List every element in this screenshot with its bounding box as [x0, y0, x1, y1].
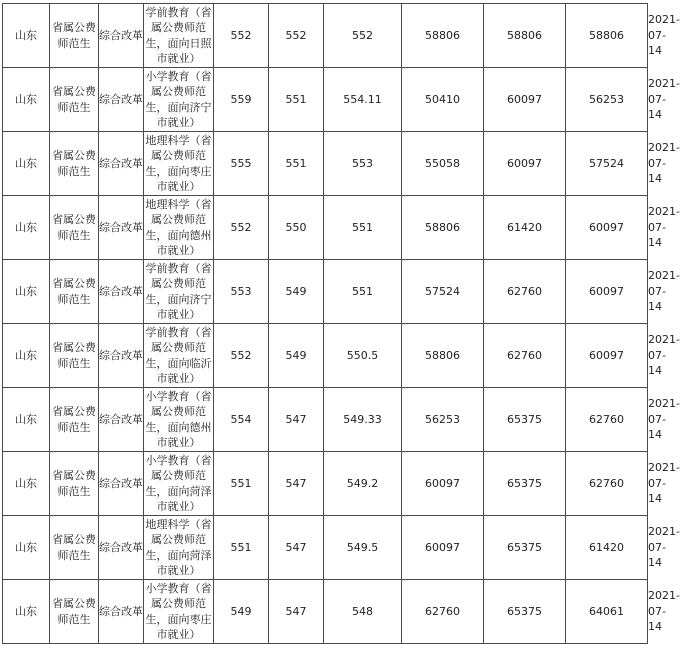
- province-cell: 山东: [3, 4, 50, 68]
- batch-cell: 综合改革: [99, 452, 144, 516]
- avg-score-cell: 548: [324, 580, 402, 644]
- admission-scores-table: [2, 3, 680, 644]
- avg-rank-cell: 62760: [566, 452, 648, 516]
- max-score-cell: 552: [214, 4, 269, 68]
- province-cell: 山东: [3, 68, 50, 132]
- avg-score-cell: 550.5: [324, 324, 402, 388]
- min-score-cell: 547: [269, 388, 324, 452]
- table-row: 山东 省属公费师范生 综合改革 小学教育（省属公费师范生，面向枣庄市就业） 549 547 548 62760 65375 64061 2021-07-14: [3, 580, 648, 644]
- min-score-cell: 547: [269, 452, 324, 516]
- max-score-cell: 553: [214, 260, 269, 324]
- max-rank-cell: 60097: [402, 452, 484, 516]
- min-rank-cell: 65375: [484, 388, 566, 452]
- batch-cell: 综合改革: [99, 388, 144, 452]
- student-type-cell: 省属公费师范生: [50, 452, 99, 516]
- student-type-cell: 省属公费师范生: [50, 324, 99, 388]
- student-type-cell: 省属公费师范生: [50, 132, 99, 196]
- table-row: 山东 省属公费师范生 综合改革 学前教育（省属公费师范生，面向济宁市就业） 553 549 551 57524 62760 60097 2021-07-14: [3, 260, 648, 324]
- avg-score-cell: 549.33: [324, 388, 402, 452]
- table-body: [3, 4, 680, 644]
- province-cell: 山东: [3, 388, 50, 452]
- batch-cell: 综合改革: [99, 516, 144, 580]
- province-cell: 山东: [3, 196, 50, 260]
- student-type-cell: 省属公费师范生: [50, 68, 99, 132]
- major-cell: 小学教育（省属公费师范生，面向菏泽市就业）: [144, 452, 214, 516]
- min-rank-cell: 65375: [484, 452, 566, 516]
- major-cell: 地理科学（省属公费师范生，面向枣庄市就业）: [144, 132, 214, 196]
- batch-cell: 综合改革: [99, 132, 144, 196]
- max-rank-cell: 58806: [402, 196, 484, 260]
- avg-rank-cell: 58806: [566, 4, 648, 68]
- min-score-cell: 552: [269, 4, 324, 68]
- avg-rank-cell: 62760: [566, 388, 648, 452]
- avg-rank-cell: 60097: [566, 260, 648, 324]
- student-type-cell: 省属公费师范生: [50, 388, 99, 452]
- table-row: 山东 省属公费师范生 综合改革 地理科学（省属公费师范生，面向德州市就业） 552 550 551 58806 61420 60097 2021-07-14: [3, 196, 648, 260]
- min-rank-cell: 62760: [484, 324, 566, 388]
- avg-score-cell: 549.2: [324, 452, 402, 516]
- max-score-cell: 554: [214, 388, 269, 452]
- max-score-cell: 552: [214, 324, 269, 388]
- avg-rank-cell: 61420: [566, 516, 648, 580]
- min-rank-cell: 60097: [484, 132, 566, 196]
- province-cell: 山东: [3, 516, 50, 580]
- max-score-cell: 551: [214, 516, 269, 580]
- avg-score-cell: 554.11: [324, 68, 402, 132]
- student-type-cell: 省属公费师范生: [50, 260, 99, 324]
- table-row: 山东 省属公费师范生 综合改革 小学教育（省属公费师范生，面向德州市就业） 554 547 549.33 56253 65375 62760 2021-07-14: [3, 388, 648, 452]
- province-cell: 山东: [3, 580, 50, 644]
- min-rank-cell: 62760: [484, 260, 566, 324]
- avg-rank-cell: 56253: [566, 68, 648, 132]
- max-rank-cell: 50410: [402, 68, 484, 132]
- major-cell: 小学教育（省属公费师范生，面向济宁市就业）: [144, 68, 214, 132]
- major-cell: 小学教育（省属公费师范生，面向枣庄市就业）: [144, 580, 214, 644]
- min-score-cell: 547: [269, 516, 324, 580]
- student-type-cell: 省属公费师范生: [50, 196, 99, 260]
- max-rank-cell: 62760: [402, 580, 484, 644]
- max-rank-cell: 58806: [402, 4, 484, 68]
- major-cell: 学前教育（省属公费师范生，面向日照市就业）: [144, 4, 214, 68]
- major-cell: 地理科学（省属公费师范生，面向菏泽市就业）: [144, 516, 214, 580]
- avg-rank-cell: 60097: [566, 196, 648, 260]
- province-cell: 山东: [3, 132, 50, 196]
- table-row: 山东 省属公费师范生 综合改革 学前教育（省属公费师范生，面向日照市就业） 552 552 552 58806 58806 58806 2021-07-14: [3, 4, 648, 68]
- max-score-cell: 549: [214, 580, 269, 644]
- max-rank-cell: 58806: [402, 324, 484, 388]
- max-score-cell: 552: [214, 196, 269, 260]
- min-score-cell: 547: [269, 580, 324, 644]
- avg-score-cell: 551: [324, 260, 402, 324]
- batch-cell: 综合改革: [99, 324, 144, 388]
- avg-rank-cell: 57524: [566, 132, 648, 196]
- max-score-cell: 551: [214, 452, 269, 516]
- province-cell: 山东: [3, 260, 50, 324]
- max-score-cell: 555: [214, 132, 269, 196]
- major-cell: 地理科学（省属公费师范生，面向德州市就业）: [144, 196, 214, 260]
- min-rank-cell: 61420: [484, 196, 566, 260]
- student-type-cell: 省属公费师范生: [50, 580, 99, 644]
- batch-cell: 综合改革: [99, 196, 144, 260]
- student-type-cell: 省属公费师范生: [50, 516, 99, 580]
- table-row: 山东 省属公费师范生 综合改革 地理科学（省属公费师范生，面向菏泽市就业） 551 547 549.5 60097 65375 61420 2021-07-14: [3, 516, 648, 580]
- province-cell: 山东: [3, 324, 50, 388]
- avg-score-cell: 553: [324, 132, 402, 196]
- batch-cell: 综合改革: [99, 68, 144, 132]
- min-score-cell: 551: [269, 132, 324, 196]
- min-rank-cell: 65375: [484, 516, 566, 580]
- min-score-cell: 551: [269, 68, 324, 132]
- table-row: 山东 省属公费师范生 综合改革 小学教育（省属公费师范生，面向菏泽市就业） 551 547 549.2 60097 65375 62760 2021-07-14: [3, 452, 648, 516]
- avg-score-cell: 552: [324, 4, 402, 68]
- max-score-cell: 559: [214, 68, 269, 132]
- avg-rank-cell: 60097: [566, 324, 648, 388]
- min-score-cell: 549: [269, 260, 324, 324]
- avg-score-cell: 551: [324, 196, 402, 260]
- avg-rank-cell: 64061: [566, 580, 648, 644]
- min-score-cell: 550: [269, 196, 324, 260]
- batch-cell: 综合改革: [99, 260, 144, 324]
- table-row: 山东 省属公费师范生 综合改革 学前教育（省属公费师范生，面向临沂市就业） 552 549 550.5 58806 62760 60097 2021-07-14: [3, 324, 648, 388]
- avg-score-cell: 549.5: [324, 516, 402, 580]
- province-cell: 山东: [3, 452, 50, 516]
- min-score-cell: 549: [269, 324, 324, 388]
- major-cell: 学前教育（省属公费师范生，面向济宁市就业）: [144, 260, 214, 324]
- student-type-cell: 省属公费师范生: [50, 4, 99, 68]
- max-rank-cell: 55058: [402, 132, 484, 196]
- major-cell: 小学教育（省属公费师范生，面向德州市就业）: [144, 388, 214, 452]
- table-row: 山东 省属公费师范生 综合改革 小学教育（省属公费师范生，面向济宁市就业） 559 551 554.11 50410 60097 56253 2021-07-14: [3, 68, 648, 132]
- max-rank-cell: 57524: [402, 260, 484, 324]
- min-rank-cell: 60097: [484, 68, 566, 132]
- batch-cell: 综合改革: [99, 4, 144, 68]
- major-cell: 学前教育（省属公费师范生，面向临沂市就业）: [144, 324, 214, 388]
- max-rank-cell: 60097: [402, 516, 484, 580]
- batch-cell: 综合改革: [99, 580, 144, 644]
- min-rank-cell: 58806: [484, 4, 566, 68]
- max-rank-cell: 56253: [402, 388, 484, 452]
- table-row: 山东 省属公费师范生 综合改革 地理科学（省属公费师范生，面向枣庄市就业） 555 551 553 55058 60097 57524 2021-07-14: [3, 132, 648, 196]
- min-rank-cell: 65375: [484, 580, 566, 644]
